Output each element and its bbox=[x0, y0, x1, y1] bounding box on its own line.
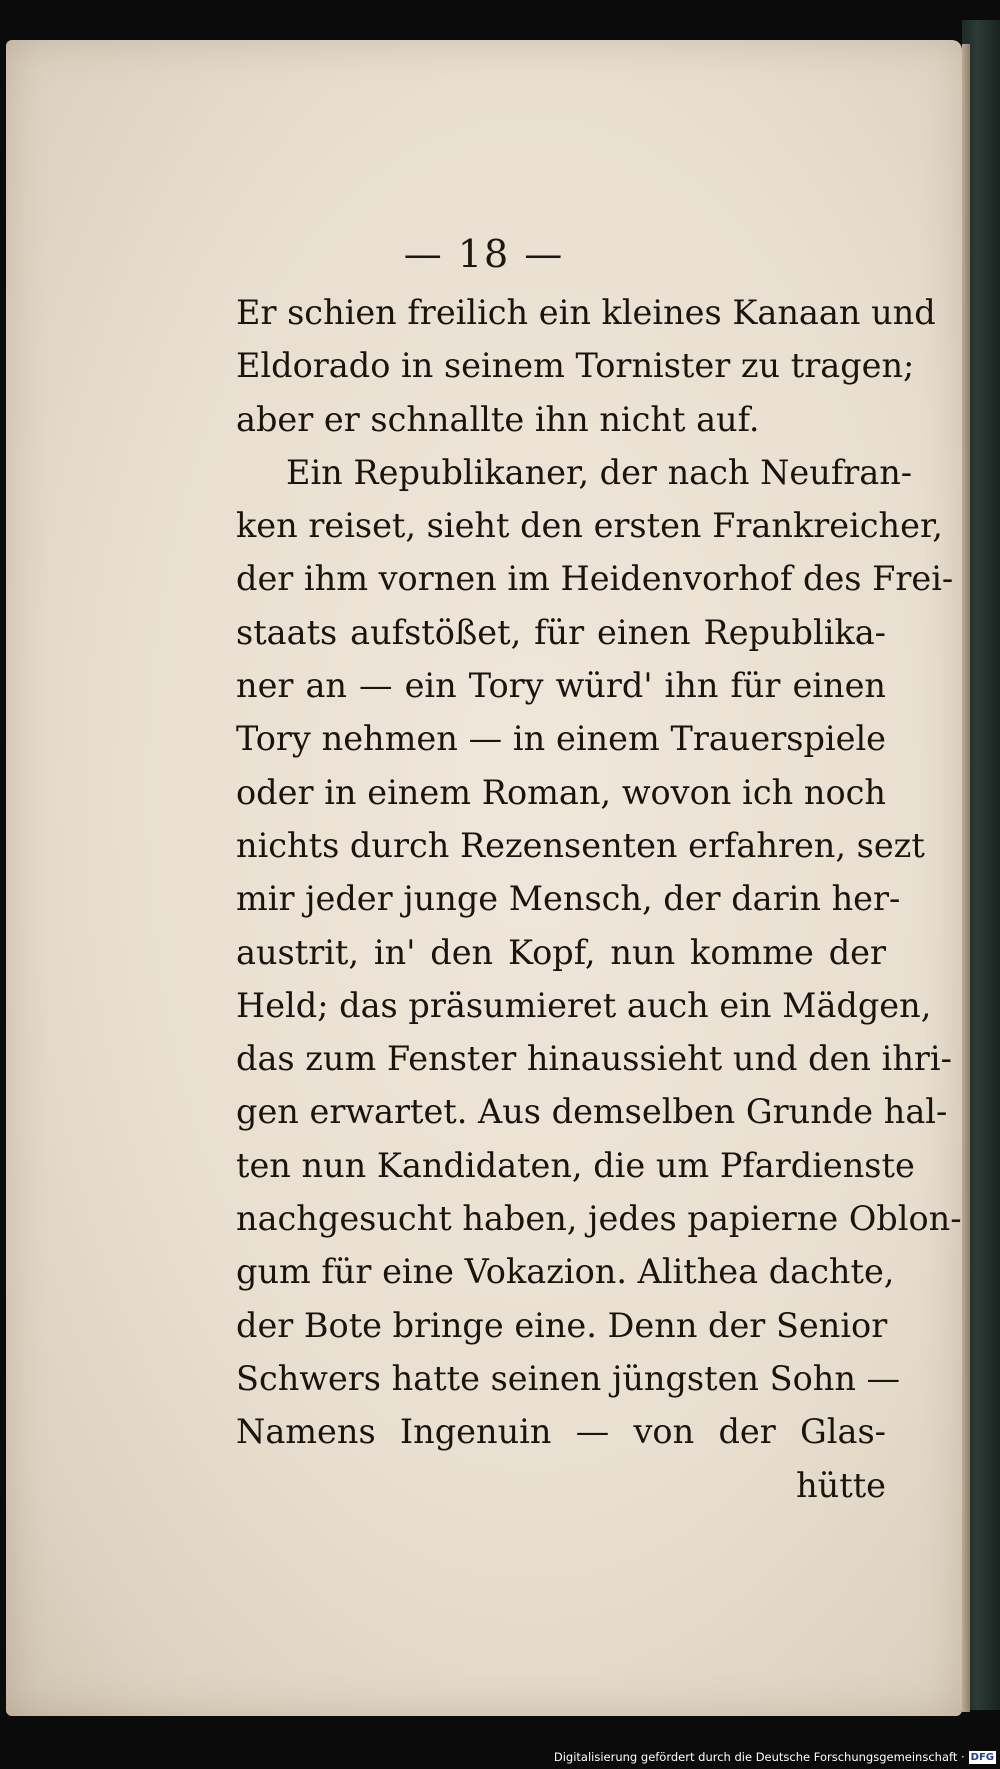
text-line: das zum Fenster hinaussieht und den ihri- bbox=[236, 1039, 952, 1079]
text-line: nachgesucht haben, jedes papierne Oblon- bbox=[236, 1199, 962, 1239]
text-line: der ihm vornen im Heidenvorhof des Frei- bbox=[236, 559, 954, 599]
text-line: Schwers hatte seinen jüngsten Sohn — bbox=[236, 1358, 901, 1398]
text-line: Tory nehmen — in einem Trauerspiele bbox=[236, 719, 886, 759]
text-line: ken reiset, sieht den ersten Frankreicher, bbox=[236, 506, 943, 546]
text-line: mir jeder junge Mensch, der darin her- bbox=[236, 879, 901, 919]
body-text bbox=[236, 286, 962, 1512]
dfg-logo: DFG bbox=[970, 1751, 994, 1763]
text-line: ten nun Kandidaten, die um Pfardienste bbox=[236, 1145, 915, 1185]
text-line: gum für eine Vokazion. Alithea dachte, bbox=[236, 1252, 895, 1292]
text-line: Ein Republikaner, der nach Neufran- bbox=[286, 452, 913, 492]
text-line: Er schien freilich ein kleines Kanaan und bbox=[236, 293, 936, 332]
digitization-credit bbox=[554, 1749, 996, 1765]
text-line: Namens Ingenuin — von der Glas- bbox=[236, 1412, 886, 1452]
text-line: oder in einem Roman, wovon ich noch bbox=[236, 772, 886, 812]
text-line: austrit, in' den Kopf, nun komme der bbox=[236, 932, 886, 972]
text-line: Eldorado in seinem Tornister zu tragen; bbox=[236, 346, 915, 386]
catchword: hütte bbox=[796, 1465, 886, 1505]
credit-text: Digitalisierung gefördert durch die Deutsche Forschungsgemeinschaft · bbox=[553, 1750, 965, 1764]
text-line: Held; das präsumieret auch ein Mädgen, bbox=[236, 985, 932, 1025]
text-line: gen erwartet. Aus demselben Grunde hal- bbox=[236, 1092, 948, 1132]
page-edge bbox=[962, 44, 970, 1712]
page-number: — 18 — bbox=[403, 232, 565, 276]
text-line: ner an — ein Tory würd' ihn für einen bbox=[236, 666, 886, 706]
text-line: aber er schnallte ihn nicht auf. bbox=[236, 399, 760, 439]
text-line: nichts durch Rezensenten erfahren, sezt bbox=[236, 825, 925, 865]
text-line: der Bote bringe eine. Denn der Senior bbox=[236, 1305, 888, 1345]
text-line: staats aufstößet, für einen Republika- bbox=[236, 612, 886, 652]
